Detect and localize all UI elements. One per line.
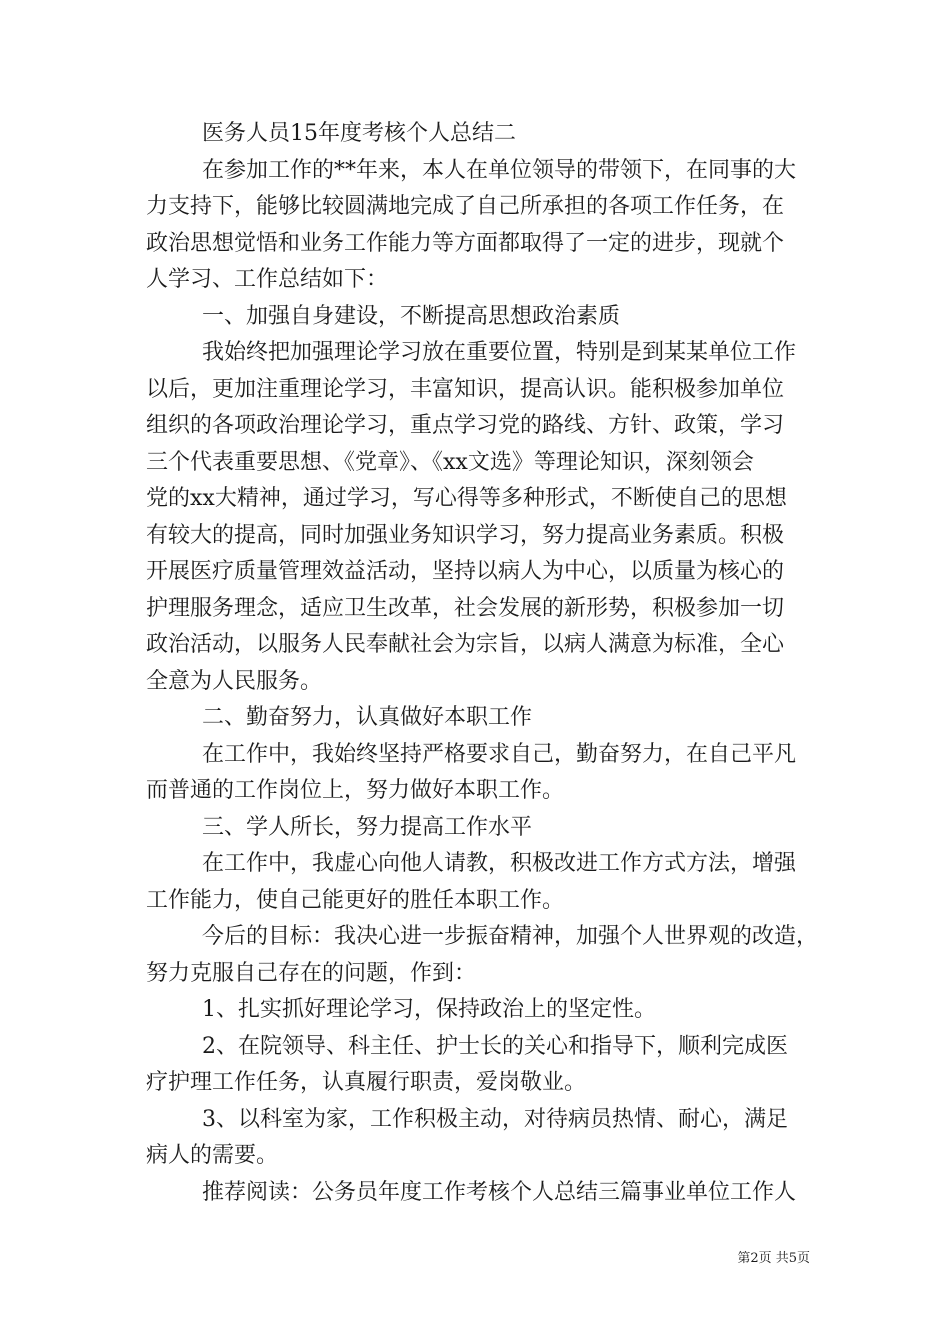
document-body [146,116,819,1211]
text-line: 三个代表重要思想、《党章》、《xx文选》等理论知识，深刻领会 [146,449,754,475]
text-line: 我始终把加强理论学习放在重要位置，特别是到某某单位工作 [202,340,797,365]
text-line: 人学习、工作总结如下： [146,267,389,292]
page-footer: 第2页 共5页 [737,1251,810,1266]
text-line: 病人的需要。 [146,1143,279,1168]
text-line: 而普通的工作岗位上，努力做好本职工作。 [146,778,565,803]
text-line: 力支持下，能够比较圆满地完成了自己所承担的各项工作任务，在 [146,194,785,219]
text-line: 全意为人民服务。 [146,668,323,694]
text-line: 工作能力，使自己能更好的胜任本职工作。 [146,887,565,913]
document-title: 医务人员15年度考核个人总结二 [202,121,516,146]
text-line: 在工作中，我始终坚持严格要求自己，勤奋努力，在自己平凡 [202,741,797,767]
text-line: 三、学人所长，努力提高工作水平 [202,814,533,840]
text-line: 推荐阅读：公务员年度工作考核个人总结三篇事业单位工作人 [202,1179,797,1205]
text-line: 组织的各项政治理论学习，重点学习党的路线、方针、政策，学习 [146,413,785,438]
text-line: 护理服务理念，适应卫生改革，社会发展的新形势，积极参加一切 [146,595,785,621]
text-line: 党的xx大精神，通过学习，写心得等多种形式，不断使自己的思想 [146,486,787,511]
text-line: 以后，更加注重理论学习，丰富知识，提高认识。能积极参加单位 [146,376,785,402]
text-line: 努力克服自己存在的问题，作到： [146,960,477,986]
text-line: 政治活动，以服务人民奉献社会为宗旨，以病人满意为标准，全心 [146,632,785,657]
text-line: 一、加强自身建设，不断提高思想政治素质 [202,303,621,329]
text-line: 2、在院领导、科主任、护士长的关心和指导下，顺利完成医 [202,1033,788,1059]
text-line: 今后的目标：我决心进一步振奋精神，加强个人世界观的改造， [202,924,819,949]
text-line: 开展医疗质量管理效益活动，坚持以病人为中心，以质量为核心的 [146,559,785,584]
text-line: 3、以科室为家，工作积极主动，对待病员热情、耐心，满足 [202,1106,788,1132]
text-line: 在参加工作的**年来，本人在单位领导的带领下，在同事的大 [202,157,797,183]
text-line: 在工作中，我虚心向他人请教，积极改进工作方式方法，增强 [202,851,797,876]
text-line: 疗护理工作任务，认真履行职责，爱岗敬业。 [146,1070,587,1095]
text-line: 二、勤奋努力，认真做好本职工作 [202,705,533,730]
text-line: 政治思想觉悟和业务工作能力等方面都取得了一定的进步，现就个 [146,230,785,256]
text-line: 有较大的提高，同时加强业务知识学习，努力提高业务素质。积极 [146,522,785,548]
text-line: 1、扎实抓好理论学习，保持政治上的坚定性。 [202,997,656,1022]
